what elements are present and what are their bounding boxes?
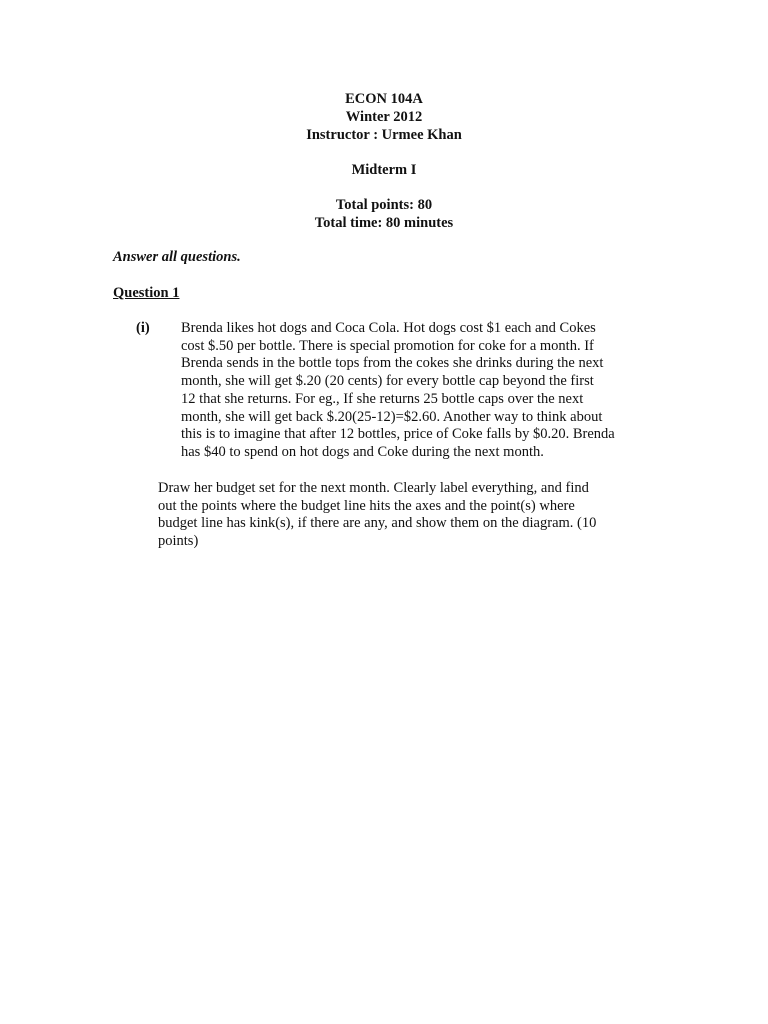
exam-title: Midterm I bbox=[351, 162, 417, 178]
question-heading: Question 1 bbox=[113, 285, 180, 301]
body-line: 12 that she returns. For eg., If she returns 25 bottle caps over the next bbox=[181, 390, 584, 407]
instructions: Answer all questions. bbox=[113, 249, 241, 265]
total-time: Total time: 80 minutes bbox=[314, 215, 454, 231]
term: Winter 2012 bbox=[345, 109, 423, 125]
body-line: month, she will get $.20 (20 cents) for every bottle cap beyond the first bbox=[181, 373, 594, 390]
body-line: this is to imagine that after 12 bottles, price of Coke falls by $0.20. Brenda bbox=[181, 426, 615, 443]
question-task bbox=[158, 480, 658, 551]
exam-header bbox=[0, 90, 768, 232]
task-line: out the points where the budget line hits the axes and the point(s) where bbox=[158, 497, 575, 514]
body-line: has $40 to spend on hot dogs and Coke during the next month. bbox=[181, 443, 544, 460]
task-line: budget line has kink(s), if there are any, and show them on the diagram. (10 bbox=[158, 515, 597, 532]
task-line: Draw her budget set for the next month. Clearly label everything, and find bbox=[158, 480, 589, 496]
task-line: points) bbox=[158, 533, 199, 550]
course-title: ECON 104A bbox=[345, 91, 423, 107]
instructor: Instructor : Urmee Khan bbox=[306, 127, 462, 143]
body-line: Brenda sends in the bottle tops from the cokes she drinks during the next bbox=[181, 355, 604, 372]
part-label: (i) bbox=[136, 320, 150, 336]
body-line: Brenda likes hot dogs and Coca Cola. Hot dogs cost $1 each and Cokes bbox=[181, 320, 596, 336]
body-line: cost $.50 per bottle. There is special promotion for coke for a month. If bbox=[181, 337, 594, 354]
question-body bbox=[181, 320, 661, 462]
body-line: month, she will get back $.20(25-12)=$2.60. Another way to think about bbox=[181, 408, 603, 425]
total-points: Total points: 80 bbox=[335, 197, 433, 213]
